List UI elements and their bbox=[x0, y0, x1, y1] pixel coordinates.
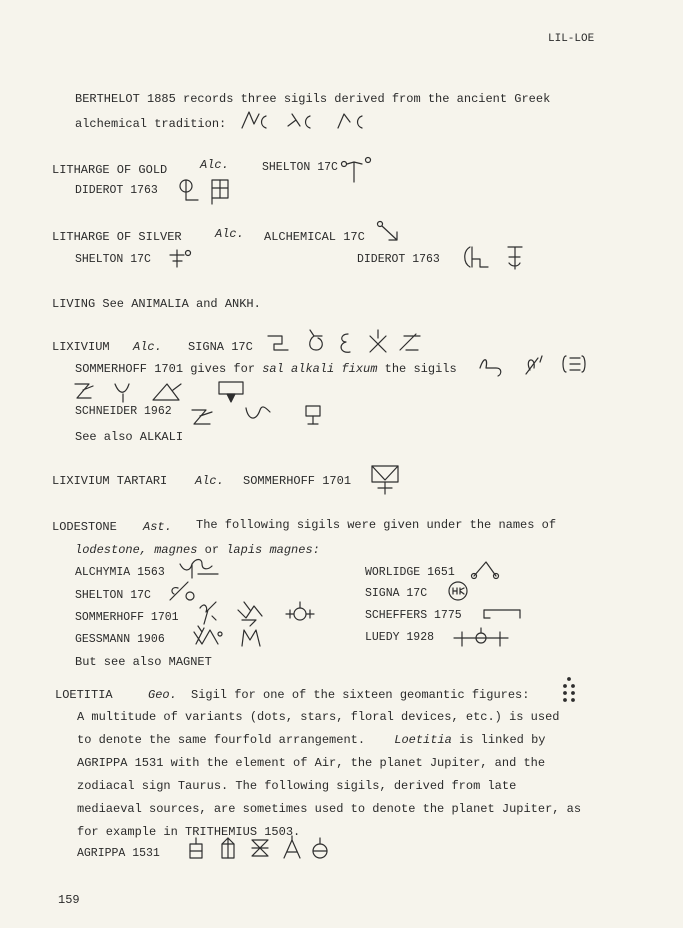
sommerhoff-text-b: sal alkali fixum bbox=[262, 362, 378, 376]
living-entry: LIVING See ANIMALIA and ANKH. bbox=[52, 297, 261, 311]
lixivium-tartari-abbr: Alc. bbox=[195, 474, 224, 488]
agrippa-jupiter-sigils-icon bbox=[186, 836, 336, 862]
loetitia-line-3a: to denote the same fourfold arrangement. bbox=[77, 733, 366, 747]
diderot-litharge-gold-sigil-icon bbox=[178, 178, 244, 204]
lodestone-line-1: The following sigils were given under the names of bbox=[196, 518, 557, 532]
loetitia-line-2: A multitude of variants (dots, stars, floral devices, etc.) is used bbox=[77, 710, 560, 724]
loetitia-line-3 bbox=[77, 733, 545, 747]
alchemical-litharge-silver-sigil-icon bbox=[375, 220, 405, 244]
loetitia-term: LOETITIA bbox=[55, 688, 113, 702]
loetitia-line-4: AGRIPPA 1531 with the element of Air, the planet Jupiter, and the bbox=[77, 756, 546, 770]
litharge-silver-source-3: DIDEROT 1763 bbox=[357, 253, 440, 266]
lodestone-abbr: Ast. bbox=[143, 520, 172, 534]
berthelot-line-2: alchemical tradition: bbox=[75, 117, 227, 131]
lixivium-see-also: See also ALKALI bbox=[75, 430, 184, 444]
diderot-litharge-silver-sigil-icon bbox=[460, 243, 526, 273]
agrippa-source: AGRIPPA 1531 bbox=[77, 847, 160, 860]
sommerhoff-text bbox=[75, 362, 457, 376]
berthelot-line-1: BERTHELOT 1885 records three sigils derived from the ancient Greek bbox=[75, 92, 551, 106]
lodestone-right-source: LUEDY 1928 bbox=[365, 631, 435, 644]
lodestone-right-source: WORLIDGE 1651 bbox=[365, 566, 455, 579]
lixivium-abbr: Alc. bbox=[133, 340, 162, 354]
loetitia-line-3b: Loetitia bbox=[394, 733, 452, 747]
lodestone-names-a: lodestone, magnes bbox=[75, 543, 198, 557]
scheffers-lodestone-sigil-icon bbox=[482, 604, 524, 622]
lodestone-names bbox=[75, 543, 320, 557]
loetitia-line-3c: is linked by bbox=[459, 733, 546, 747]
sommerhoff-lixivium-tartari-sigil-icon bbox=[370, 464, 402, 496]
shelton-litharge-silver-sigil-icon bbox=[168, 247, 198, 271]
litharge-silver-source-2: SHELTON 17C bbox=[75, 253, 151, 266]
lodestone-see-also: But see also MAGNET bbox=[75, 655, 212, 669]
berthelot-sigils-icon bbox=[240, 108, 370, 132]
signa-lodestone-sigil-icon bbox=[447, 580, 471, 604]
lodestone-names-c: lapis magnes: bbox=[226, 543, 320, 557]
lodestone-left-source: GESSMANN 1906 bbox=[75, 633, 165, 646]
page-number: 159 bbox=[58, 893, 80, 907]
signa-lixivium-sigils-icon bbox=[266, 326, 426, 360]
schneider-source: SCHNEIDER 1962 bbox=[75, 405, 172, 418]
lodestone-right-source: SCHEFFERS 1775 bbox=[365, 609, 462, 622]
loetitia-line-6: mediaeval sources, are sometimes used to denote the planet Jupiter, as bbox=[77, 802, 582, 816]
sommerhoff-text-a: SOMMERHOFF 1701 gives for bbox=[75, 362, 256, 376]
luedy-lodestone-sigil-icon bbox=[452, 626, 512, 650]
litharge-gold-source-2: DIDEROT 1763 bbox=[75, 184, 158, 197]
lodestone-right-source: SIGNA 17C bbox=[365, 587, 428, 600]
loetitia-line-5: zodiacal sign Taurus. The following sigils, derived from late bbox=[77, 779, 517, 793]
lixivium-tartari-source: SOMMERHOFF 1701 bbox=[243, 474, 352, 488]
loetitia-line-1: Sigil for one of the sixteen geomantic figures: bbox=[191, 688, 530, 702]
lixivium-term: LIXIVIUM bbox=[52, 340, 110, 354]
litharge-gold-term: LITHARGE OF GOLD bbox=[52, 163, 168, 177]
loetitia-geomantic-figure-icon bbox=[556, 676, 586, 706]
lixivium-source-1: SIGNA 17C bbox=[188, 340, 253, 354]
litharge-gold-abbr: Alc. bbox=[200, 158, 229, 172]
lodestone-left-source: SOMMERHOFF 1701 bbox=[75, 611, 179, 624]
lodestone-names-b: or bbox=[204, 543, 220, 557]
litharge-gold-source-1: SHELTON 17C bbox=[262, 161, 338, 174]
litharge-silver-abbr: Alc. bbox=[215, 227, 244, 241]
running-head: LIL-LOE bbox=[548, 33, 595, 45]
sommerhoff-text-c: the sigils bbox=[384, 362, 457, 376]
loetitia-line-7: for example in TRITHEMIUS 1503. bbox=[77, 825, 301, 839]
lodestone-term: LODESTONE bbox=[52, 520, 117, 534]
litharge-silver-source-1: ALCHEMICAL 17C bbox=[264, 230, 365, 244]
loetitia-abbr: Geo. bbox=[148, 688, 177, 702]
schneider-lixivium-sigils-icon bbox=[190, 400, 330, 428]
lixivium-tartari-term: LIXIVIUM TARTARI bbox=[52, 474, 168, 488]
sommerhoff-lixivium-sigils-a-icon bbox=[478, 350, 588, 380]
lodestone-left-source: ALCHYMIA 1563 bbox=[75, 566, 165, 579]
worlidge-lodestone-sigil-icon bbox=[470, 556, 500, 582]
gessmann-lodestone-sigils-icon bbox=[190, 624, 270, 650]
lodestone-left-source: SHELTON 17C bbox=[75, 589, 151, 602]
shelton-litharge-gold-sigil-icon bbox=[340, 156, 384, 186]
litharge-silver-term: LITHARGE OF SILVER bbox=[52, 230, 182, 244]
